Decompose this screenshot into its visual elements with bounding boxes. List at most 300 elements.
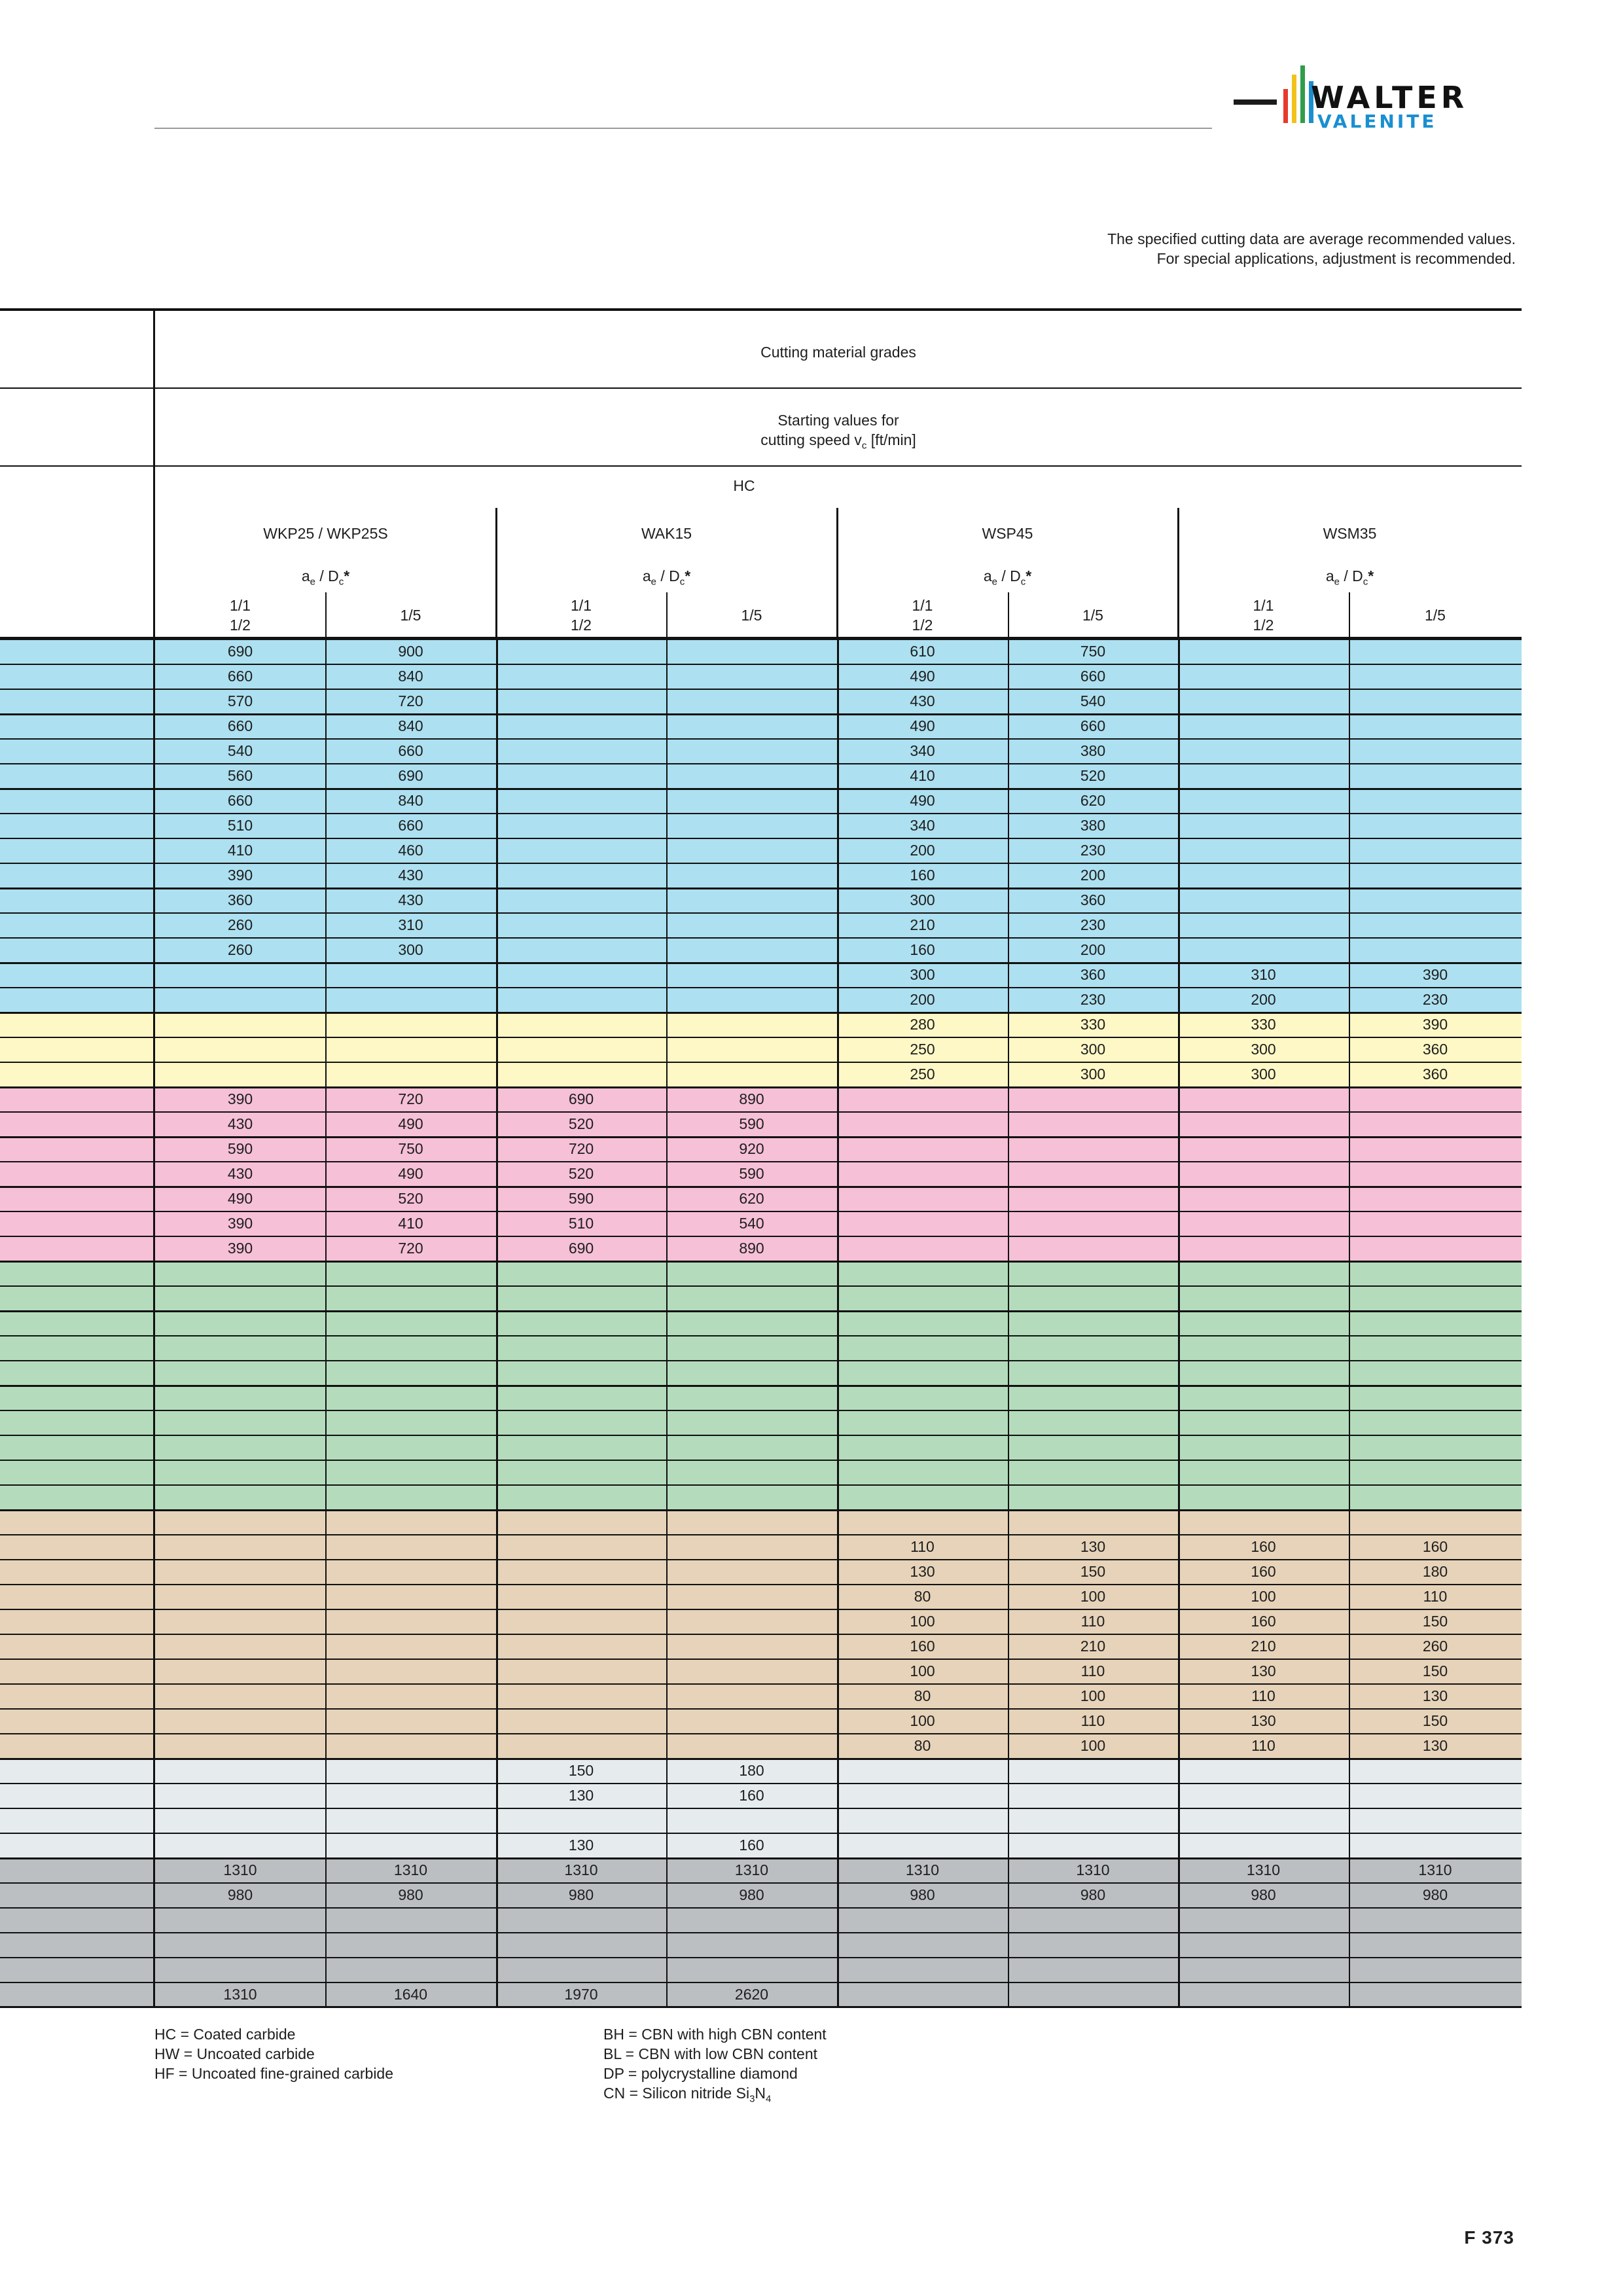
speed-cell [1008,1236,1178,1261]
speed-cell [666,1037,837,1062]
table-row [0,1857,1522,1882]
cutting-data-note [1107,229,1516,268]
speed-cell [666,1360,837,1385]
speed-cell: 1310 [1246,1861,1281,1878]
table-row [0,1086,1522,1111]
speed-cell: 660 [1080,717,1106,734]
speed-cell [1178,1360,1349,1385]
speed-cell: 100 [910,1712,935,1729]
table-row [0,1410,1522,1435]
speed-cell [666,763,837,788]
speed-cell [1349,1982,1522,2007]
speed-cell: 1310 [223,1986,257,2003]
speed-cell [1178,1211,1349,1236]
speed-cell [1008,1957,1178,1982]
footnote-hw: HW = Uncoated carbide [154,2045,315,2062]
speed-cell [666,1609,837,1634]
table-row [0,888,1522,912]
table-row [0,1733,1522,1758]
speed-cell [155,1484,325,1509]
grade-name: WSM35 [1323,525,1377,542]
speed-cell [496,1310,666,1335]
speed-cell [837,1982,1008,2007]
speed-cell [666,1808,837,1833]
speed-cell [1178,738,1349,763]
speed-cell: 840 [398,792,423,809]
row-top-rule [0,713,1522,715]
speed-cell [496,1534,666,1559]
speed-cell: 150 [568,1762,594,1779]
speed-cell [496,1683,666,1708]
speed-cell [837,1186,1008,1211]
row-top-rule [0,1509,1522,1511]
speed-cell: 330 [1251,1016,1276,1033]
speed-cell [1178,713,1349,738]
row-top-rule [0,888,1522,889]
speed-cell [666,1634,837,1659]
speed-cell: 660 [398,742,423,759]
speed-cell [1008,1186,1178,1211]
table-bottom-rule [0,2006,1522,2008]
speed-cell: 720 [568,1140,594,1157]
speed-cell [1008,1783,1178,1808]
speed-cell [1178,1261,1349,1285]
speed-cell: 250 [910,1041,935,1058]
table-row [0,1037,1522,1062]
speed-cell [1008,1136,1178,1161]
speed-cell [1349,1161,1522,1186]
speed-cell [837,1808,1008,1833]
cn-sub-1: 3 [749,2093,755,2105]
speed-cell: 110 [1080,1662,1105,1679]
speed-cell: 1310 [905,1861,940,1878]
speed-cell [1008,1335,1178,1360]
speed-cell: 890 [739,1090,764,1107]
speed-cell [1178,813,1349,838]
speed-cell [1349,664,1522,689]
speed-cell [496,838,666,863]
speed-cell [1178,1783,1349,1808]
speed-cell: 340 [910,817,935,834]
speed-cell [325,1733,496,1758]
speed-cell: 840 [398,717,423,734]
speed-cell: 430 [398,891,423,908]
speed-cell [325,1484,496,1509]
speed-cell [155,1659,325,1683]
speed-cell: 130 [568,1837,594,1854]
ratio-1-1-1-2: 1/1 1/2 [571,597,592,634]
row-top-rule [0,1037,1522,1038]
speed-cell: 130 [910,1563,935,1580]
speed-cell: 490 [227,1190,253,1207]
row-top-rule [0,937,1522,939]
row-top-rule [0,863,1522,864]
ratio-1-1-1-2: 1/1 1/2 [1253,597,1274,634]
speed-cell [1008,1484,1178,1509]
speed-cell [1349,713,1522,738]
speed-cell [496,937,666,962]
ratio-1-5: 1/5 [1425,607,1446,624]
speed-cell [1178,1808,1349,1833]
table-row [0,1559,1522,1584]
speed-cell: 150 [1422,1662,1448,1679]
speed-cell [325,1285,496,1310]
ae-dc-label: $a_e / D_c*$ [642,567,691,588]
starting-values-line-1: Starting values for [777,412,899,429]
speed-cell: 540 [1080,692,1106,709]
speed-cell: 160 [1422,1538,1448,1555]
speed-cell: 360 [227,891,253,908]
speed-cell [1349,1460,1522,1484]
row-top-rule [0,1360,1522,1361]
speed-cell [1349,1111,1522,1136]
speed-cell [155,1783,325,1808]
speed-cell: 380 [1080,817,1106,834]
speed-cell [325,1012,496,1037]
speed-cell: 300 [910,891,935,908]
speed-cell [155,1534,325,1559]
table-row [0,1186,1522,1211]
speed-cell: 520 [1080,767,1106,784]
speed-cell: 570 [227,692,253,709]
speed-cell: 660 [227,717,253,734]
speed-cell [666,1509,837,1534]
speed-cell [1178,1932,1349,1957]
speed-cell [325,1584,496,1609]
speed-cell [155,987,325,1012]
speed-cell [155,1733,325,1758]
table-row [0,1783,1522,1808]
speed-cell [1349,1310,1522,1335]
speed-cell: 520 [568,1115,594,1132]
speed-cell: 310 [398,916,423,933]
speed-cell [1178,912,1349,937]
speed-cell [666,1733,837,1758]
speed-cell [496,1932,666,1957]
speed-cell: 390 [227,1240,253,1257]
speed-cell [837,1111,1008,1136]
speed-cell [1008,1161,1178,1186]
speed-cell: 150 [1422,1613,1448,1630]
table-row [0,664,1522,689]
speed-cell [155,1609,325,1634]
speed-cell [496,1808,666,1833]
speed-cell [496,1733,666,1758]
table-row [0,738,1522,763]
speed-cell: 260 [227,916,253,933]
speed-cell [1178,1460,1349,1484]
speed-cell: 160 [910,941,935,958]
row-top-rule [0,1261,1522,1263]
table-row [0,1758,1522,1783]
table-row [0,1062,1522,1086]
speed-cell: 430 [227,1165,253,1182]
speed-cell [155,962,325,987]
ratio-1-5: 1/5 [741,607,762,624]
row-top-rule [0,1758,1522,1760]
speed-cell [325,1808,496,1833]
row-top-rule [0,1683,1522,1685]
speed-cell [1178,1982,1349,2007]
speed-cell [1178,1907,1349,1932]
row-top-rule [0,1136,1522,1138]
speed-cell [1008,1982,1178,2007]
speed-cell [325,962,496,987]
speed-cell [325,1385,496,1410]
speed-cell: 590 [568,1190,594,1207]
speed-cell: 80 [914,1687,931,1704]
speed-cell: 100 [910,1613,935,1630]
speed-cell [325,1037,496,1062]
speed-cell: 980 [910,1886,935,1903]
speed-cell [496,738,666,763]
speed-cell: 300 [1080,1041,1106,1058]
speed-cell [325,1559,496,1584]
speed-cell [496,1659,666,1683]
speed-cell: 490 [398,1165,423,1182]
speed-cell [325,1659,496,1683]
speed-cell: 890 [739,1240,764,1257]
speed-cell [1178,1086,1349,1111]
speed-cell: 690 [227,643,253,660]
table-row [0,1659,1522,1683]
speed-cell [1178,1410,1349,1435]
speed-cell [1349,937,1522,962]
speed-cell [155,1634,325,1659]
speed-cell [1349,1509,1522,1534]
speed-cell [1349,639,1522,664]
table-row [0,1335,1522,1360]
row-top-rule [0,1012,1522,1014]
speed-cell [496,639,666,664]
speed-cell: 660 [1080,668,1106,685]
speed-cell [666,863,837,888]
table-row [0,912,1522,937]
speed-cell: 160 [739,1787,764,1804]
speed-cell: 100 [910,1662,935,1679]
table-row [0,1385,1522,1410]
speed-cell: 410 [398,1215,423,1232]
speed-cell [1349,1833,1522,1857]
speed-cell [496,1907,666,1932]
speed-cell: 180 [739,1762,764,1779]
speed-cell: 130 [1251,1712,1276,1729]
speed-cell [155,1758,325,1783]
table-row [0,1584,1522,1609]
speed-cell: 610 [910,643,935,660]
speed-cell: 200 [910,991,935,1008]
speed-cell [1349,1360,1522,1385]
speed-cell [496,1037,666,1062]
speed-label: cutting speed v [760,431,862,448]
speed-cell [155,1708,325,1733]
page-number: F 373 [1464,2227,1514,2248]
speed-cell [155,1833,325,1857]
logo-bars [1234,62,1319,134]
speed-cell [666,838,837,863]
speed-cell: 980 [739,1886,764,1903]
starting-values-label [155,410,1522,456]
speed-cell: 430 [910,692,935,709]
speed-cell: 1310 [1076,1861,1110,1878]
row-top-rule [0,1161,1522,1162]
speed-cell [496,1435,666,1460]
ratio-1-5: 1/5 [400,607,421,624]
speed-cell [837,1385,1008,1410]
footnote-bh: BH = CBN with high CBN content [603,2026,827,2043]
speed-cell: 560 [227,767,253,784]
row-top-rule [0,1285,1522,1287]
speed-cell: 160 [1251,1538,1276,1555]
speed-cell [496,1410,666,1435]
ratio-1-5: 1/5 [1082,607,1103,624]
ae-dc-label: $a_e / D_c*$ [983,567,1032,588]
speed-cell [496,863,666,888]
speed-cell [1008,1261,1178,1285]
speed-cell: 110 [1080,1613,1105,1630]
speed-cell [1178,1285,1349,1310]
speed-cell [1349,1335,1522,1360]
table-row [0,788,1522,813]
speed-cell: 160 [1251,1613,1276,1630]
speed-cell [666,1285,837,1310]
row-top-rule [0,1211,1522,1212]
row-top-rule [0,1609,1522,1610]
speed-cell: 390 [1422,966,1448,983]
table-row [0,1634,1522,1659]
speed-cell: 110 [1080,1712,1105,1729]
speed-cell: 490 [398,1115,423,1132]
speed-cell: 1310 [1418,1861,1452,1878]
speed-cell [1178,1509,1349,1534]
speed-cell [666,1335,837,1360]
speed-cell [837,1783,1008,1808]
speed-cell [325,1708,496,1733]
table-row [0,639,1522,664]
speed-cell [1349,1136,1522,1161]
speed-cell: 210 [1251,1638,1276,1655]
speed-cell [837,1410,1008,1435]
footnotes-left [154,2024,393,2083]
speed-cell [496,1012,666,1037]
speed-cell [1178,1957,1349,1982]
speed-unit: [ft/min] [866,431,916,448]
speed-cell: 430 [398,867,423,884]
speed-cell [325,1907,496,1932]
speed-cell [325,1783,496,1808]
cn-text: CN = Silicon nitride Si [603,2085,750,2102]
speed-cell [837,1460,1008,1484]
speed-cell [496,1460,666,1484]
speed-cell [666,713,837,738]
row-top-rule [0,1857,1522,1859]
speed-cell [496,1335,666,1360]
table-row [0,1360,1522,1385]
speed-cell: 690 [398,767,423,784]
speed-cell: 410 [910,767,935,784]
row-top-rule [0,1982,1522,1983]
speed-cell [1008,1211,1178,1236]
speed-cell [325,1062,496,1086]
row-top-rule [0,1236,1522,1237]
speed-cell [155,1410,325,1435]
speed-cell: 1640 [393,1986,428,2003]
row-top-rule [0,987,1522,988]
speed-cell [1349,1236,1522,1261]
speed-cell: 540 [227,742,253,759]
speed-cell [666,1484,837,1509]
cn-n: N [755,2085,766,2102]
speed-cell: 490 [910,668,935,685]
speed-cell [325,1335,496,1360]
table-row [0,937,1522,962]
speed-cell: 130 [1251,1662,1276,1679]
table-row [0,863,1522,888]
ae-dc-label: $a_e / D_c*$ [1325,567,1374,588]
speed-cell: 250 [910,1066,935,1083]
speed-cell [1178,863,1349,888]
table-row [0,1957,1522,1982]
speed-cell: 620 [1080,792,1106,809]
speed-cell [155,1435,325,1460]
table-row [0,1708,1522,1733]
speed-cell: 590 [739,1115,764,1132]
speed-cell [666,888,837,912]
speed-cell: 200 [1080,941,1106,958]
speed-cell: 980 [1422,1886,1448,1903]
row-top-rule [0,664,1522,665]
row-top-rule [0,1186,1522,1188]
row-top-rule [0,738,1522,740]
speed-cell [666,639,837,664]
footnote-hf: HF = Uncoated fine-grained carbide [154,2065,394,2082]
speed-cell: 690 [568,1090,594,1107]
speed-cell: 80 [914,1737,931,1754]
speed-cell [496,987,666,1012]
row-top-rule [0,1410,1522,1411]
speed-cell [155,1037,325,1062]
footnote-cn [603,2083,827,2109]
row-top-rule [0,912,1522,914]
speed-cell [496,664,666,689]
speed-cell: 490 [910,792,935,809]
speed-cell [496,1360,666,1385]
speed-cell [325,1609,496,1634]
speed-cell [837,1360,1008,1385]
speed-cell [496,1584,666,1609]
speed-cell: 100 [1080,1687,1106,1704]
ratio-1-1-1-2: 1/1 1/2 [230,597,251,634]
speed-cell [666,1062,837,1086]
row-top-rule [0,763,1522,764]
speed-cell: 230 [1080,991,1106,1008]
row-top-rule [0,1733,1522,1734]
speed-cell [837,1236,1008,1261]
table-row [0,713,1522,738]
speed-cell [666,1957,837,1982]
speed-cell: 160 [910,867,935,884]
speed-cell: 490 [910,717,935,734]
speed-cell: 520 [568,1165,594,1182]
speed-cell: 210 [910,916,935,933]
row-top-rule [0,1833,1522,1834]
speed-cell: 520 [398,1190,423,1207]
speed-cell: 390 [1422,1016,1448,1033]
speed-cell [666,962,837,987]
speed-cell: 200 [1251,991,1276,1008]
speed-cell [1008,1932,1178,1957]
speed-cell: 980 [1251,1886,1276,1903]
